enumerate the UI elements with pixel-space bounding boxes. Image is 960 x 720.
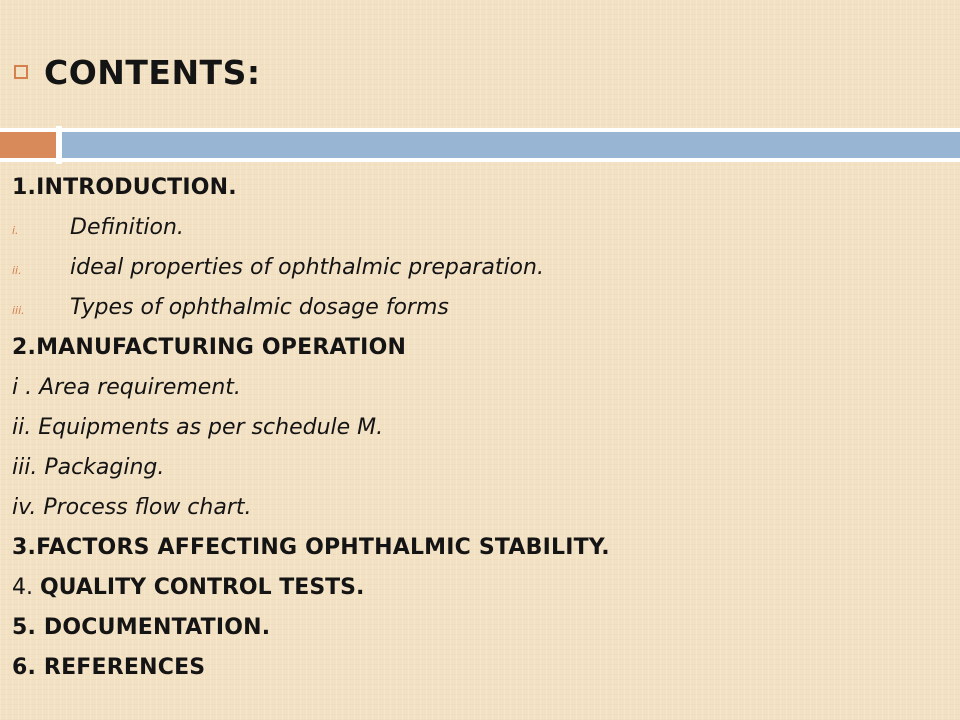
section-label: QUALITY CONTROL TESTS. (39, 575, 365, 600)
title-row (14, 46, 261, 98)
section-references: 6. REFERENCES (12, 655, 206, 680)
divider-orange-block (0, 132, 56, 158)
roman-numeral: i. (12, 224, 19, 237)
roman-numeral: iii. (12, 304, 25, 317)
page-title: CONTENTS: (44, 52, 261, 92)
list-item (12, 208, 942, 248)
section-number: 4. (12, 575, 40, 600)
list-item: i . Area requirement. (12, 375, 241, 400)
list-item (12, 248, 942, 288)
list-item: iii. Packaging. (12, 455, 165, 480)
contents-list (12, 168, 942, 688)
list-item: iv. Process flow chart. (12, 495, 252, 520)
list-item-text: Types of ophthalmic dosage forms (70, 295, 449, 320)
section-quality-control (12, 568, 942, 608)
square-bullet-icon (14, 65, 28, 79)
divider-gap (56, 126, 62, 164)
section-manufacturing: 2.MANUFACTURING OPERATION (12, 335, 407, 360)
section-factors: 3.FACTORS AFFECTING OPHTHALMIC STABILITY. (12, 535, 610, 560)
list-item (12, 288, 942, 328)
section-documentation: 5. DOCUMENTATION. (12, 615, 271, 640)
list-item-text: Definition. (70, 215, 184, 240)
roman-numeral: ii. (12, 264, 22, 277)
divider-blue-bar (62, 132, 960, 158)
list-item-text: ideal properties of ophthalmic preparation. (70, 255, 544, 280)
divider-bottom-line (0, 158, 960, 162)
list-item: ii. Equipments as per schedule M. (12, 415, 384, 440)
section-introduction: 1.INTRODUCTION. (12, 175, 237, 200)
